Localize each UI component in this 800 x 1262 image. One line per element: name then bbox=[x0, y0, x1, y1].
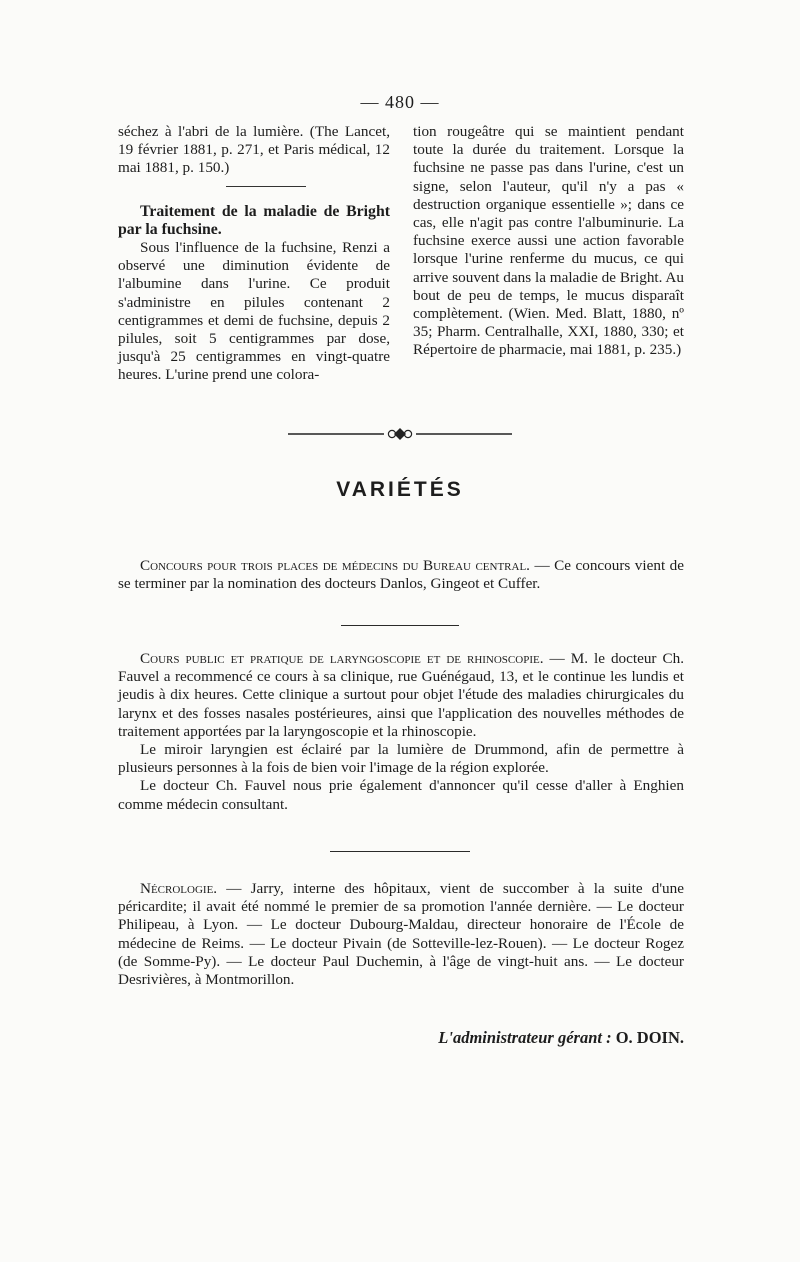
article-body-right: tion rougeâtre qui se maintient pendant toute la durée du traitement. Lorsque la fuchsine ne passe pas dans l'urine, c'est un signe, selon l'auteur, qu'il n'y a pas « destruction organique essentielle »; dans ce cas, elle n'agit pas contre l'albuminurie. La fuchsine exerce aussi une action favorable lorsque l'urine renferme du mucus, ce qui arrive souvent dans la maladie de Bright. Au bout de peu de temps, le mucus disparaît complètement. (Wien. Med. Blatt, 1880, nº 35; Pharm. Centralhalle, XXI, 1880, 330; et Répertoire de pharmacie, mai 1881, p. 235.) bbox=[413, 123, 684, 359]
page-number: — 480 — bbox=[360, 92, 440, 112]
necrologie-text: — Jarry, interne des hôpitaux, vient de succomber à la suite d'une péricardite; il avait été nommé le premier de sa promotion l'année dernière. — Le docteur Philipeau, à Lyon. — Le docteur Dubourg-Maldau, directeur honoraire de l'École de médecine de Reims. — Le docteur Pivain (de Sotteville-lez-Rouen). — Le docteur Rogez (de Somme-Py). — Le docteur Paul Duchemin, à l'âge de vingt-huit ans. — Le docteur Desrivières, à Montmorillon. bbox=[118, 880, 684, 989]
concours-notice bbox=[118, 557, 684, 593]
divider-rule bbox=[330, 851, 470, 852]
cours-paragraph-2: Le miroir laryngien est éclairé par la lumière de Drummond, afin de permettre à plusieurs personnes à la fois de bien voir l'image de la région explorée. bbox=[118, 741, 684, 777]
ornament-divider bbox=[288, 426, 512, 442]
cours-paragraph-1: — M. le docteur Ch. Fauvel a recommencé ce cours à sa clinique, rue Guénégaud, 13, et le continue les lundis et jeudis à dix heures. Cette clinique a surtout pour objet l'étude des maladies chirurgicales du larynx et des fosses nasales postérieures, ainsi que l'application des nouvelles méthodes de traitement apportées par la laryngoscopie et la rhinoscopie. bbox=[118, 650, 685, 740]
right-column bbox=[413, 123, 684, 360]
short-divider bbox=[226, 186, 306, 187]
concours-text: — Ce concours vient de se terminer par la nomination des docteurs Danlos, Gingeot et Cuffer. bbox=[118, 557, 684, 593]
signature-name: O. DOIN. bbox=[615, 1028, 684, 1047]
cours-notice bbox=[118, 650, 684, 814]
left-column bbox=[118, 123, 390, 385]
cours-paragraph-3: Le docteur Ch. Fauvel nous prie également d'annoncer qu'il cesse d'aller à Enghien comme médecin consultant. bbox=[118, 777, 684, 813]
section-title: VARIÉTÉS bbox=[336, 478, 464, 501]
divider-rule bbox=[341, 625, 459, 626]
article-body-left: Sous l'influence de la fuchsine, Renzi a observé une diminution évidente de l'albumine dans l'urine. Ce produit s'administre en pilules contenant 2 centigrammes et demi de fuchsine, depuis 2 pilules, soit 5 centigrammes par dose, jusqu'à 25 centigrammes en vingt-quatre heures. L'urine prend une colora- bbox=[118, 239, 390, 384]
necrologie-notice bbox=[118, 880, 684, 989]
cours-title: Cours public et pratique de laryngoscopie et de rhinoscopie. bbox=[140, 650, 544, 667]
necrologie-title: Nécrologie. bbox=[140, 880, 218, 897]
concours-title: Concours pour trois places de médecins du Bureau central. bbox=[140, 557, 530, 574]
signature bbox=[340, 1028, 684, 1048]
article-heading: Traitement de la maladie de Bright par la fuchsine. bbox=[118, 202, 390, 238]
signature-label: L'administrateur gérant : bbox=[438, 1028, 612, 1047]
previous-article-ending: séchez à l'abri de la lumière. (The Lancet, 19 février 1881, p. 271, et Paris médical, 12 mai 1881, p. 150.) bbox=[118, 123, 390, 177]
